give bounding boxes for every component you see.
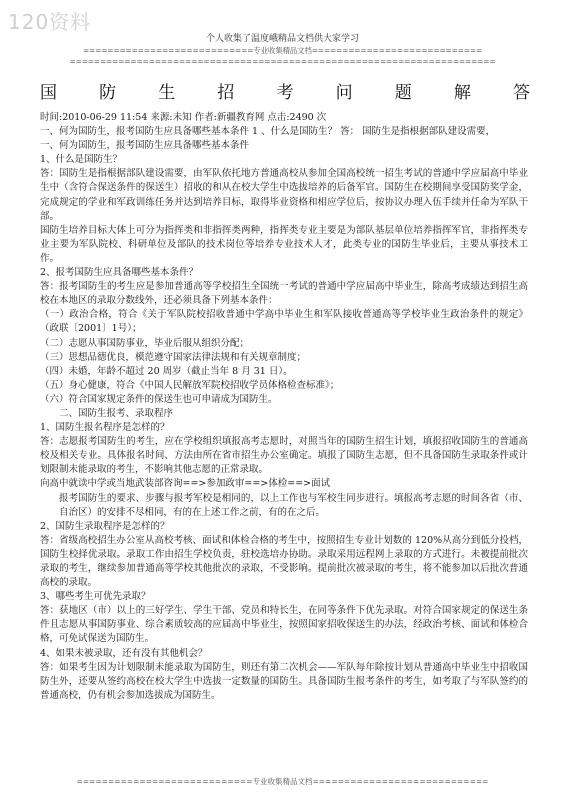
title-char: 解 <box>453 83 471 103</box>
title-char: 考 <box>276 83 294 103</box>
paragraph: 报考国防生的要求、步骤与报考军校是相同的，以上工作也与军校生同步进行。填报高考志愿的时间各省（市、自治区）的安排不尽相同，有的在上述工作之前，有的在之后。 <box>59 492 528 518</box>
title-char: 答 <box>513 83 530 103</box>
header-line-3: ====================================================================== <box>69 57 496 66</box>
title-char: 招 <box>217 83 235 103</box>
paragraph: 4、如果未被录取，还有没有其他机会？ <box>40 647 208 659</box>
header-line-2: ============================专业收集精品文档============================ <box>82 46 483 55</box>
page-footer: ============================专业收集精品文档============================ <box>76 777 489 786</box>
title-char: 题 <box>394 83 412 103</box>
paragraph: 一、何为国防生，报考国防生应具备哪些基本条件 <box>40 140 250 152</box>
paragraph: 2、国防生录取程序是怎样的？ <box>40 520 170 532</box>
paragraph: 答：志愿报考国防生的考生，应在学校组织填报高考志愿时，对照当年的国防生招生计划，填报招收国防生的普通高校及相关专业。具体报名时间、方法由所在省市招生办公室确定。填报了国防生志愿，但不具备国防生录取条件或计划限制未能录取的考生，不影响其他志愿的正常录取。 <box>40 436 528 476</box>
paragraph: （五）身心健康，符合《中国人民解放军院校招收学员体格检查标准》； <box>40 379 340 391</box>
paragraph: （三）思想品德优良，模范遵守国家法律法规和有关规章制度； <box>40 351 307 363</box>
paragraph: 国防生培养目标大体上可分为指挥类和非指挥类两种，指挥类专业主要是为部队基层单位培养指挥军官，非指挥类专业主要为军队院校、科研单位及部队的技术岗位等培养专业技术人才，此类专业的国防生毕业后，主要从事技术工作。 <box>40 224 528 264</box>
paragraph: 3、哪些考生可优先录取？ <box>40 591 151 603</box>
title-char: 国 <box>40 83 57 103</box>
paragraph: （四）未婚，年龄不超过 20 周岁（截止当年 8 月 31 日）。 <box>40 365 293 377</box>
paragraph: 二、国防生报考、录取程序 <box>59 407 174 419</box>
title-char: 问 <box>335 83 353 103</box>
paragraph: （一）政治合格，符合《关于军队院校招收普通中学高中毕业生和军队接收普通高等学校毕业生政治条件的规定》（政联〔2001〕1号）； <box>40 309 528 335</box>
page-header <box>0 34 565 67</box>
paragraph: 2、报考国防生应具备哪些基本条件？ <box>40 267 199 279</box>
paragraph: （二）志愿从事国防事业，毕业后服从组织分配； <box>40 337 250 349</box>
header-line-1: 个人收集了温度峨精品文档供大家学习 <box>205 34 359 44</box>
paragraph: 答：报考国防生的考生应是参加普通高等学校招生全国统一考试的普通中学应届高中毕业生，除高考成绩达到招生高校在本地区的录取分数线外，还必须具备下列基本条件： <box>40 281 528 307</box>
document-title <box>40 78 530 103</box>
title-char: 防 <box>99 83 117 103</box>
paragraph: 1、什么是国防生？ <box>40 154 123 166</box>
watermark-logo: 120资料 <box>8 10 92 34</box>
paragraph: 答：国防生是指根据部队建设需要，由军队依托地方普通高校从参加全国高校统一招生考试的普通中学应届高中毕业生中（含符合保送条件的保送生）招收的和从在校大学生中选拔培养的后备军官。国防生在校期间享受国防奖学金，完成规定的学业和军政训练任务并达到培养目标，取得毕业资格和相应学位后，按协议办理入伍手续并任命为军队干部。 <box>40 168 528 222</box>
paragraph: 向高中就读中学或当地武装部咨询==>参加政审==>体检==>面试 <box>40 478 331 490</box>
paragraph: 1、国防生报名程序是怎样的？ <box>40 422 170 434</box>
paragraph: （六）符合国家规定条件的保送生也可申请成为国防生。 <box>40 393 278 405</box>
title-char: 生 <box>158 83 176 103</box>
paragraph: 一、何为国防生，报考国防生应具备哪些基本条件 1 、什么是国防生？ 答： 国防生是指根据部队建设需要， <box>40 126 496 138</box>
paragraph: 答：如果考生因为计划限制未能录取为国防生，则还有第二次机会——军队每年除按计划从普通高中毕业生中招收国防生外，还要从签约高校在校大学生中选拔一定数量的国防生。具备国防生报考条件的考生，如考取了与军队签约的普通高校，仍有机会参加选拔成为国防生。 <box>40 661 528 701</box>
paragraph: 答：获地区（市）以上的三好学生、学生干部、党员和特长生，在同等条件下优先录取。对符合国家规定的保送生条件且志愿从事国防事业、综合素质较高的应届高中毕业生，按照国家招收保送生的办法，经政治考核、面试和体检合格，可免试保送为国防生。 <box>40 605 528 645</box>
document-body <box>40 111 528 703</box>
paragraph: 时间:2010-06-29 11:54 来源:未知 作者:新疆教育网 点击:2490 次 <box>40 112 327 123</box>
paragraph: 答：省级高校招生办公室从高校考核、面试和体检合格的考生中，按照招生专业计划数的 120%从高分到低分投档，国防生校择优录取。录取工作由招生学校负责，驻校选培办协助。录取采用远程网上录取的方式进行。未被提前批次录取的考生，继续参加普通高等学校其他批次的录取，不受影响。提前批次被录取的考生，将不能参加以后批次普通高校的录取。 <box>40 534 528 589</box>
